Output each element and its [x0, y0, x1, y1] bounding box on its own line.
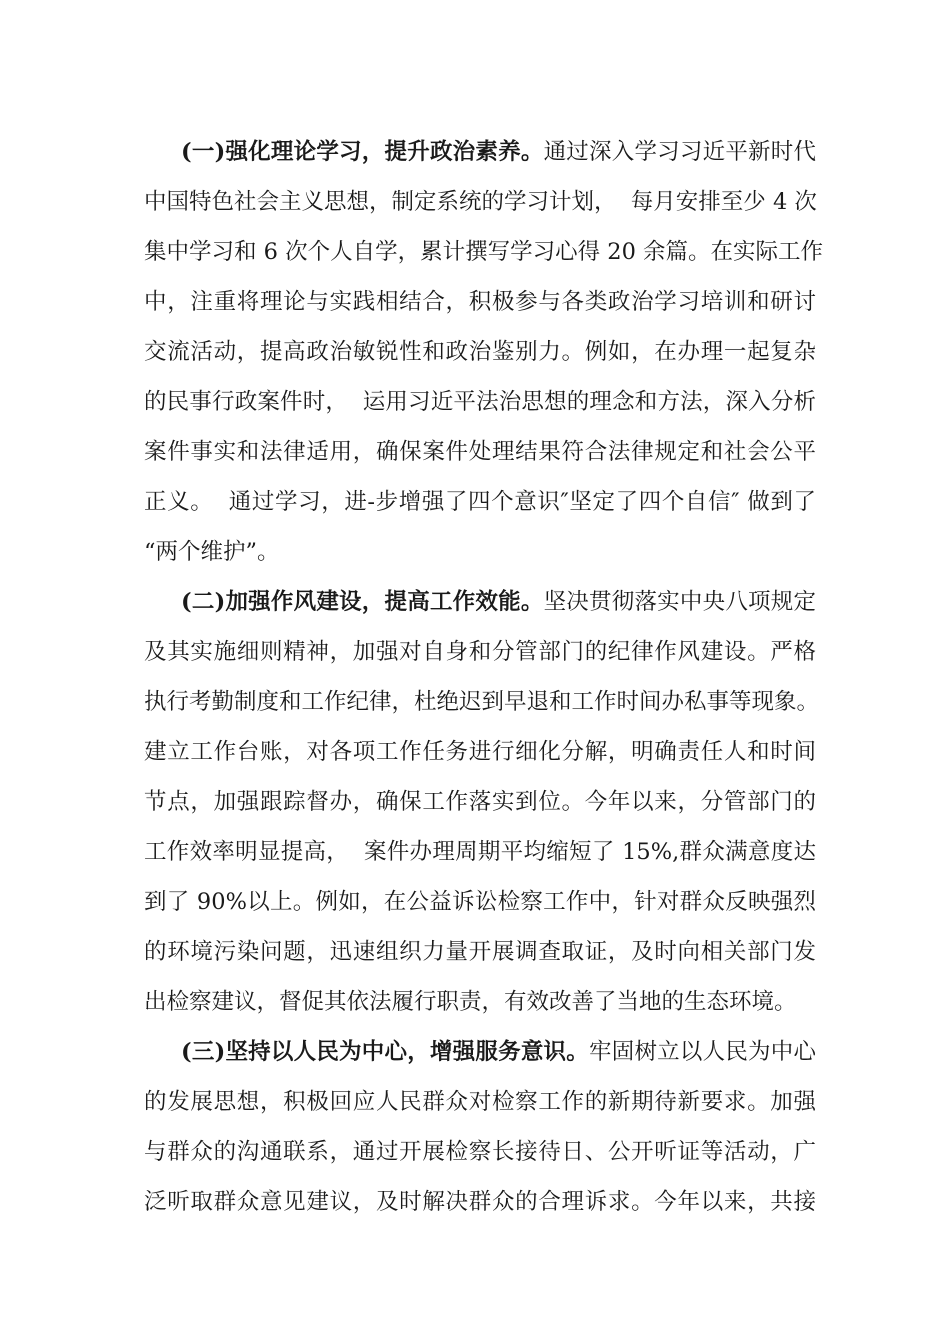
section2-line: 执行考勤制度和工作纪律，杜绝迟到早退和工作时间办私事等现象。	[144, 689, 820, 715]
section2-first-line	[144, 577, 816, 627]
section2-line: 及其实施细则精神，加强对自身和分管部门的纪律作风建设。严格	[144, 639, 816, 665]
section1-line: 中，注重将理论与实践相结合，积极参与各类政治学习培训和研讨	[144, 289, 816, 315]
section1-line: 中国特色社会主义思想，制定系统的学习计划， 每月安排至少 4 次	[144, 189, 817, 215]
section3-heading: (三)坚持以人民为中心，增强服务意识。	[181, 1039, 589, 1065]
section1-line: 交流活动，提高政治敏锐性和政治鉴别力。例如，在办理一起复杂	[144, 339, 816, 365]
section1-line: 集中学习和 6 次个人自学，累计撰写学习心得 20 余篇。在实际工作	[144, 239, 824, 265]
section3-first-line	[144, 1027, 816, 1077]
section2-line: 建立工作台账，对各项工作任务进行细化分解，明确责任人和时间	[144, 739, 816, 765]
section1-heading: (一)强化理论学习，提升政治素养。	[181, 139, 544, 165]
section2-line: 工作效率明显提高， 案件办理周期平均缩短了 15%,群众满意度达	[144, 839, 816, 865]
section2-first-line-text: 坚决贯彻落实中央八项规定	[543, 589, 816, 615]
document-page	[144, 127, 824, 1227]
section1-first-line	[144, 127, 816, 177]
section1-last-line: “两个维护”。	[144, 539, 280, 565]
section2-line: 节点，加强跟踪督办，确保工作落实到位。今年以来，分管部门的	[144, 789, 816, 815]
section2-line: 到了 90%以上。例如，在公益诉讼检察工作中，针对群众反映强烈	[144, 889, 816, 915]
section3-line: 与群众的沟通联系，通过开展检察长接待日、公开听证等活动，广	[144, 1139, 816, 1165]
section3-first-line-text: 牢固树立以人民为中心	[589, 1039, 816, 1065]
section1-line: 正义。 通过学习，进-步增强了四个意识″坚定了四个自信″ 做到了	[144, 489, 816, 515]
section1-first-line-text: 通过深入学习习近平新时代	[543, 139, 816, 165]
section2-last-line: 出检察建议，督促其依法履行职责，有效改善了当地的生态环境。	[144, 989, 797, 1015]
section3-line: 泛听取群众意见建议，及时解决群众的合理诉求。今年以来，共接	[144, 1189, 816, 1215]
section1-line: 案件事实和法律适用，确保案件处理结果符合法律规定和社会公平	[144, 439, 816, 465]
section2-heading: (二)加强作风建设，提高工作效能。	[181, 589, 544, 615]
section3-line: 的发展思想，积极回应人民群众对检察工作的新期待新要求。加强	[144, 1089, 816, 1115]
section2-line: 的环境污染问题，迅速组织力量开展调查取证，及时向相关部门发	[144, 939, 816, 965]
section1-line: 的民事行政案件时， 运用习近平法治思想的理念和方法，深入分析	[144, 389, 816, 415]
